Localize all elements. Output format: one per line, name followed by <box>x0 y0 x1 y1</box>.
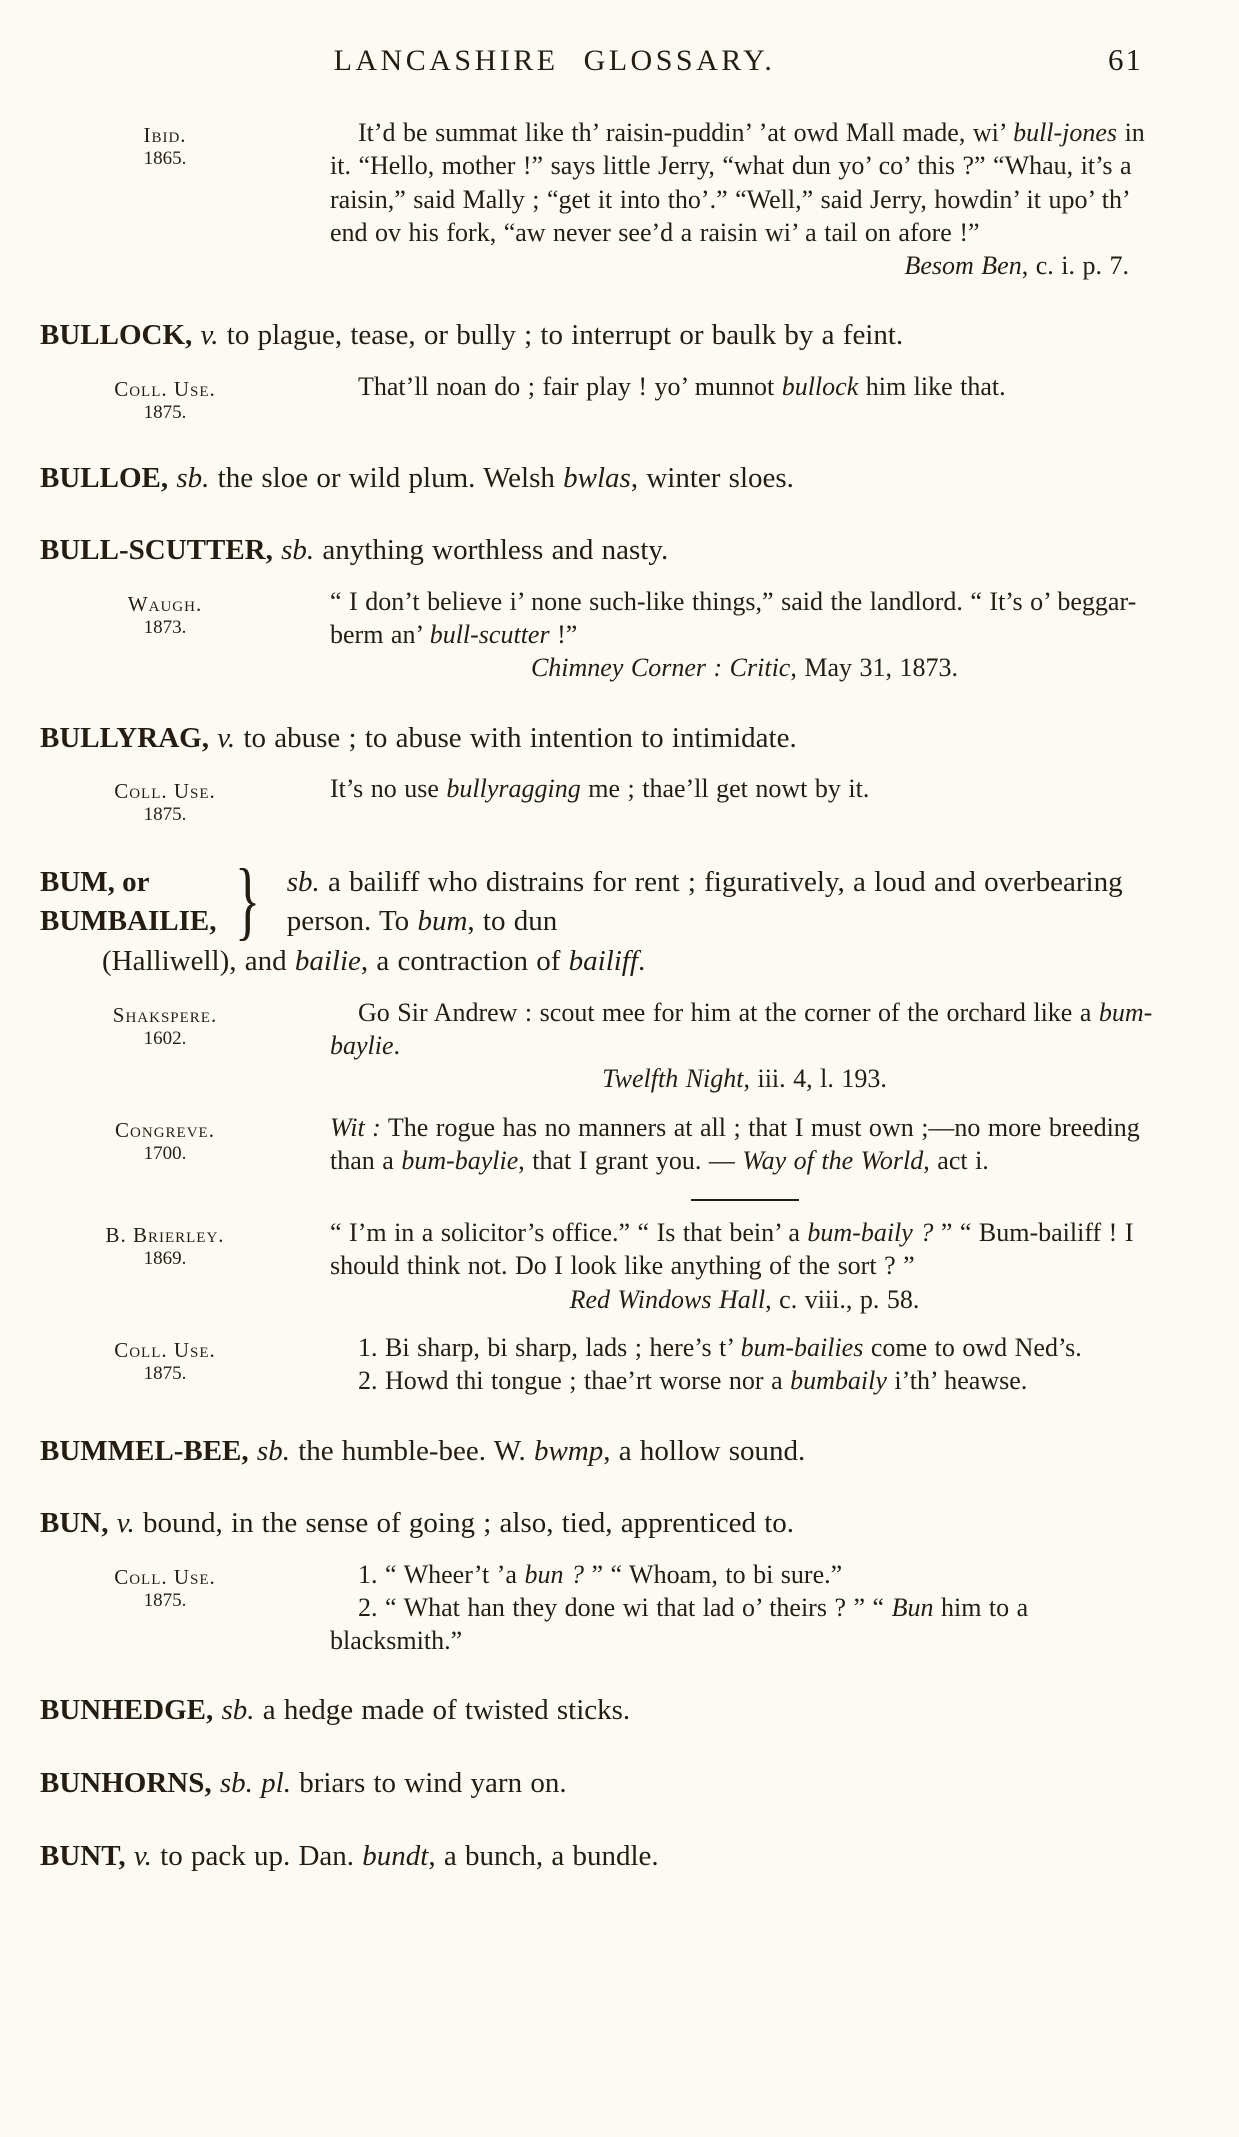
text-run: bound, in the sense of going ; also, tied, apprenticed to. <box>134 1507 795 1540</box>
citation-quote <box>290 1216 1159 1316</box>
entry-bunhorns <box>40 1764 1159 1803</box>
italic-term: bailie <box>294 945 361 978</box>
citation-quote <box>290 585 1159 685</box>
italic-term: sb. <box>176 461 210 494</box>
quote-paragraph <box>330 1331 1159 1364</box>
citation-coll-use-bullock <box>40 370 1159 425</box>
italic-term: sb. pl. <box>219 1766 291 1799</box>
text-run: (Halliwell), and <box>102 945 295 978</box>
italic-term: Chimney Corner : Critic <box>530 653 791 683</box>
citation-quote <box>290 370 1159 425</box>
citation-source <box>40 1331 290 1398</box>
headword: BUNHORNS, <box>40 1766 220 1799</box>
quote-paragraph <box>330 116 1159 249</box>
quote-attribution <box>330 1283 1159 1316</box>
quote-attribution <box>330 651 1159 684</box>
italic-term: bum <box>417 904 468 937</box>
italic-term: bwmp <box>533 1434 604 1467</box>
entry-bum-bumbailie <box>40 852 1159 950</box>
text-run: , act i. <box>923 1145 989 1175</box>
headword: BUN, <box>40 1507 117 1540</box>
text-run: to abuse ; to abuse with intention to intimidate. <box>235 721 797 754</box>
entry-bunt <box>40 1837 1159 1876</box>
citation-year: 1875. <box>143 1589 187 1611</box>
citation-source-name: Coll. Use. <box>114 779 216 804</box>
citation-source-name: Coll. Use. <box>114 1337 216 1362</box>
text-run: . <box>637 945 646 978</box>
citation-quote <box>290 116 1159 282</box>
citation-source <box>40 1111 290 1178</box>
quote-paragraph <box>330 1364 1159 1397</box>
text-run: i’th’ heawse. <box>886 1366 1028 1396</box>
headword: BUNHEDGE, <box>40 1694 222 1727</box>
italic-term: sb. <box>221 1694 255 1727</box>
citation-brierley-1869 <box>40 1216 1159 1316</box>
text-run: It’s no use <box>330 774 447 804</box>
text-run: 1. “ Wheer’t ’a <box>358 1559 525 1589</box>
text-run: . <box>393 1031 401 1061</box>
citation-coll-use-bum <box>40 1331 1159 1398</box>
headword: BUMMEL-BEE, <box>40 1434 257 1467</box>
italic-term: sb. <box>281 534 315 567</box>
quote-paragraph <box>330 996 1159 1063</box>
italic-term: Twelfth Night <box>602 1064 744 1094</box>
headword: BUMBAILIE, <box>40 904 217 937</box>
entry-bulloe <box>40 459 1159 498</box>
citation-quote <box>290 772 1159 827</box>
italic-term: Red Windows Hall <box>569 1284 766 1314</box>
citation-source <box>40 772 290 827</box>
italic-term: bwlas <box>563 461 631 494</box>
citation-source-name: Waugh. <box>127 591 203 616</box>
citation-source-name: B. Brierley. <box>105 1223 225 1248</box>
citation-year: 1869. <box>143 1248 187 1270</box>
headword: BULLOCK, <box>40 319 201 352</box>
citation-coll-use-bullyrag <box>40 772 1159 827</box>
text-run: It’d be summat like th’ raisin-puddin’ ’at owd Mall made, wi’ <box>358 118 1014 147</box>
text-run: come to owd Ned’s. <box>863 1332 1082 1362</box>
citation-year: 1700. <box>143 1142 187 1164</box>
citation-quote <box>290 1331 1159 1398</box>
text-run: anything worthless and nasty. <box>314 534 669 567</box>
running-title: LANCASHIRE GLOSSARY. <box>333 44 776 77</box>
entry-bullyrag <box>40 719 1159 758</box>
citation-year: 1875. <box>143 1363 187 1385</box>
text-run: ” “ Whoam, to bi sure.” <box>583 1559 843 1589</box>
citation-waugh-1873 <box>40 585 1159 685</box>
text-run: , winter sloes. <box>630 461 794 494</box>
italic-term: v. <box>116 1507 135 1540</box>
headword: BULLYRAG, <box>40 721 218 754</box>
text-run: The rogue has no manners at all ; that I must own ;—no more breeding than a <box>330 1112 1140 1175</box>
entry-bullock <box>40 316 1159 355</box>
entry-bull-scutter <box>40 531 1159 570</box>
italic-term: bumbaily <box>790 1366 887 1396</box>
text-run: briars to wind yarn on. <box>290 1766 567 1799</box>
citation-year: 1875. <box>143 804 187 826</box>
text-run: , May 31, 1873. <box>790 653 959 683</box>
citation-shakspere-1602 <box>40 996 1159 1096</box>
text-run: 2. “ What han they done wi that lad o’ theirs ? ” “ <box>358 1592 892 1622</box>
citation-source <box>40 1558 290 1658</box>
text-run: the sloe or wild plum. Welsh <box>209 461 564 494</box>
italic-term: bull-jones <box>1013 118 1118 147</box>
citation-source-name: Congreve. <box>115 1117 215 1142</box>
entry-bun <box>40 1504 1159 1543</box>
entry-definition <box>287 863 1159 940</box>
text-run: , that I grant you. — <box>518 1145 743 1175</box>
citation-year: 1602. <box>143 1027 187 1049</box>
italic-term: bun ? <box>524 1559 584 1589</box>
text-run: , iii. 4, l. 193. <box>743 1064 887 1094</box>
quote-paragraph <box>330 1111 1159 1178</box>
quote-paragraph <box>330 585 1159 652</box>
text-run: That’ll noan do ; fair play ! yo’ munnot <box>358 371 782 401</box>
italic-term: bum-baylie <box>330 997 1153 1061</box>
citation-source <box>40 116 290 282</box>
text-run: , a contraction of <box>360 945 569 978</box>
italic-term: bum-bailies <box>740 1332 864 1362</box>
text-run: a bailiff who distrains for rent ; figuratively, a loud and overbearing person. To <box>286 866 1123 937</box>
citation-source <box>40 1216 290 1316</box>
italic-term: bailiff <box>568 945 638 978</box>
page-number: 61 <box>1108 42 1143 77</box>
citation-year: 1873. <box>143 617 187 639</box>
text-run: , a bunch, a bundle. <box>428 1839 659 1872</box>
citation-year: 1865. <box>143 148 187 170</box>
text-run: , a hollow sound. <box>603 1434 806 1467</box>
text-run: “ I’m in a solicitor’s office.” “ Is that bein’ a <box>330 1218 808 1248</box>
citation-source <box>40 370 290 425</box>
entry-definition-continued <box>40 942 1159 981</box>
italic-term: Wit : <box>330 1112 381 1142</box>
citation-coll-use-bun <box>40 1558 1159 1658</box>
divider-line <box>691 1199 799 1201</box>
italic-term: Besom Ben <box>904 251 1022 281</box>
text-run: 1. Bi sharp, bi sharp, lads ; here’s t’ <box>358 1332 741 1362</box>
text-run: ” “ Bum-bailiff ! I should think not. Do I look like anything of the sort ? ” <box>330 1218 1134 1281</box>
text-run: !” <box>549 620 578 650</box>
citation-congreve-1700 <box>40 1111 1159 1178</box>
italic-term: Bun <box>891 1592 934 1622</box>
text-run: 2. Howd thi tongue ; thae’rt worse nor a <box>358 1366 791 1396</box>
quote-paragraph <box>330 1591 1159 1658</box>
quote-paragraph <box>330 772 1159 805</box>
page-header <box>40 44 1159 92</box>
italic-term: Way of the World <box>742 1145 924 1175</box>
citation-quote <box>290 1558 1159 1658</box>
citation-source <box>40 996 290 1096</box>
text-run: to pack up. Dan. <box>151 1839 363 1872</box>
italic-term: v. <box>133 1839 152 1872</box>
brace-glyph: } <box>235 852 261 950</box>
headword: BUNT, <box>40 1839 134 1872</box>
citation-source-name: Coll. Use. <box>114 1564 216 1589</box>
text-run: the humble-bee. W. <box>289 1434 534 1467</box>
text-run: “ I don’t believe i’ none such-like things,” said the landlord. “ It’s o’ beggar-berm an’ <box>330 586 1137 650</box>
text-run: him like that. <box>858 371 1006 401</box>
quote-attribution <box>330 249 1159 282</box>
italic-term: bull-scutter <box>429 620 550 650</box>
italic-term: v. <box>200 319 219 352</box>
text-run: a hedge made of twisted sticks. <box>254 1694 631 1727</box>
text-run: Go Sir Andrew : scout mee for him at the corner of the orchard like a <box>358 997 1099 1027</box>
text-run: me ; thae’ll get nowt by it. <box>580 774 870 804</box>
italic-term: bullyragging <box>446 774 581 804</box>
headword: BUM, or <box>40 866 150 899</box>
italic-term: bum-baylie <box>401 1145 519 1175</box>
quote-attribution <box>330 1062 1159 1095</box>
italic-term: sb. <box>286 866 320 899</box>
headword: BULL-SCUTTER, <box>40 534 282 567</box>
citation-source <box>40 585 290 685</box>
text-run: him to a blacksmith.” <box>330 1592 1029 1656</box>
citation-divider <box>40 1199 1159 1201</box>
citation-year: 1875. <box>143 402 187 424</box>
quote-paragraph <box>330 370 1159 403</box>
italic-term: bundt <box>362 1839 429 1872</box>
headword: BULLOE, <box>40 461 177 494</box>
italic-term: sb. <box>256 1434 290 1467</box>
citation-quote <box>290 996 1159 1096</box>
italic-term: v. <box>217 721 236 754</box>
text-run: , c. i. p. 7. <box>1021 251 1129 281</box>
citation-ibid-1865 <box>40 116 1159 282</box>
citation-source-name: Coll. Use. <box>114 376 216 401</box>
brace-headwords <box>40 863 216 940</box>
citation-source-name: Shakspere. <box>112 1002 218 1027</box>
citation-quote <box>290 1111 1159 1178</box>
citation-source-name: Ibid. <box>143 123 187 147</box>
text-run: , c. viii., p. 58. <box>765 1284 920 1314</box>
entry-bunhedge <box>40 1691 1159 1730</box>
italic-term: bullock <box>781 371 859 401</box>
text-run: , to dun <box>467 904 558 937</box>
glossary-content <box>40 116 1159 1875</box>
quote-paragraph <box>330 1558 1159 1591</box>
quote-paragraph <box>330 1216 1159 1283</box>
text-run: to plague, tease, or bully ; to interrupt or baulk by a feint. <box>218 319 904 352</box>
entry-bummel-bee <box>40 1432 1159 1471</box>
text-run: in it. “Hello, mother !” says little Jerry, “what dun yo’ co’ this ?” “Whau, it’s a raisin,” said Mally ; “get it into tho’.” “Well,” said Jerry, howdin’ it upo’ th’ end ov his fork, “aw never see’d a raisin wi’ a tail on afore !” <box>330 118 1145 247</box>
italic-term: bum-baily ? <box>807 1218 934 1248</box>
